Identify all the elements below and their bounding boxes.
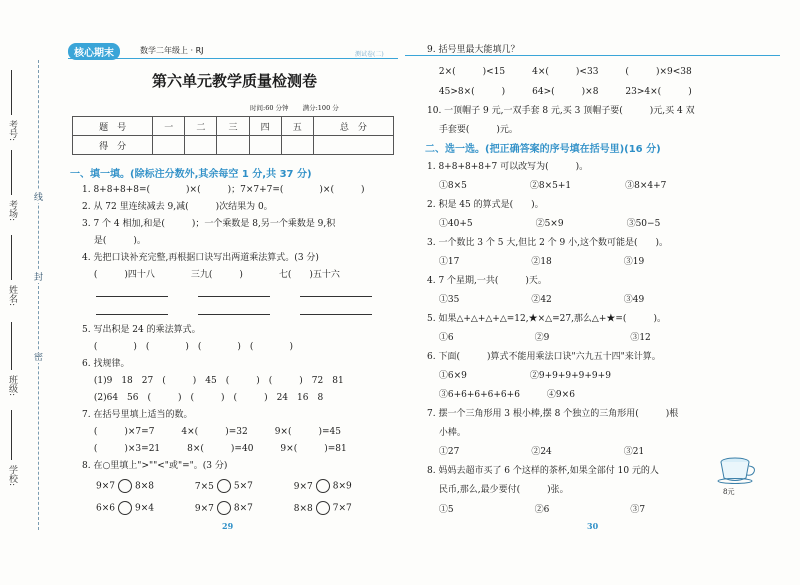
exam-meta [250, 103, 339, 112]
option-line: ①5 ②6 ③7 [427, 505, 646, 515]
expr: 9×7 [293, 481, 313, 492]
label-exam-no: 考号: [7, 120, 17, 142]
question-line: 1. 8+8+8+8+7 可以改写为( )。 [427, 162, 589, 172]
table-cell: 二 [185, 117, 217, 136]
brand-logo: 核心期末 [68, 43, 120, 60]
question-line: (1)9 18 27 ( ) 45 ( ) ( ) 72 81 [82, 376, 344, 386]
table-cell: 得 分 [73, 136, 153, 155]
question-line: 是( )。 [82, 236, 146, 246]
fill-line [11, 150, 12, 195]
question-line: 3. 7 个 4 相加,和是( )；一个乘数是 8,另一个乘数是 9,积 [82, 219, 336, 229]
grade-label: 数学二年级上 · RJ [140, 46, 204, 55]
cut-mark-1: 线 [32, 192, 42, 201]
question-line: ( )×7=7 4×( )=32 9×( )=45 [82, 427, 341, 437]
time-limit: 时间:60 分钟 [250, 104, 289, 112]
section-heading: 一、填一填。(除标注分数外,其余每空 1 分,共 37 分) [70, 169, 312, 180]
question-line: 9. 括号里最大能填几？ [427, 45, 520, 55]
fill-line [11, 322, 12, 370]
compare-circle[interactable] [316, 479, 330, 493]
table-cell: 五 [281, 117, 313, 136]
full-score: 满分:100 分 [302, 104, 339, 112]
question-line: 2. 从 72 里连续减去 9,减( )次结果为 0。 [82, 202, 273, 212]
score-input[interactable] [153, 136, 185, 155]
compare-circle[interactable] [316, 501, 330, 515]
question-line: 7. 在括号里填上适当的数。 [82, 410, 193, 420]
table-row [73, 117, 394, 136]
answer-line[interactable] [300, 296, 372, 297]
option-line: ①17 ②18 ③19 [427, 257, 645, 267]
answer-line[interactable] [198, 296, 270, 297]
question-line: 4. 7 个星期,一共( )天。 [427, 276, 547, 286]
question-line: 8. 妈妈去超市买了 6 个这样的茶杯,如果全部付 10 元的人 [427, 466, 659, 476]
question-line: 1. 8+8+8+8=( )×( )；7×7+7=( )×( ) [82, 185, 365, 195]
cut-mark-2: 封 [32, 272, 42, 281]
option-line: ①6×9 ②9+9+9+9+9+9 [427, 371, 611, 381]
question-line: 4. 先把口诀补充完整,再根据口诀写出两道乘法算式。(3 分) [82, 253, 319, 263]
expr: 5×7 [233, 481, 253, 492]
question-line: ( ) ( ) ( ) ( ) [82, 342, 293, 352]
score-table [72, 116, 394, 155]
table-cell: 总 分 [313, 117, 393, 136]
expr: 8×8 [293, 503, 313, 514]
cup-price: 8元 [723, 488, 735, 496]
label-school: 学校: [7, 465, 17, 487]
binding-gutter [0, 0, 62, 585]
option-line: ①27 ②24 ③21 [427, 447, 645, 457]
table-cell: 四 [249, 117, 281, 136]
compare-circle[interactable] [217, 501, 231, 515]
label-name: 姓名: [7, 285, 17, 307]
fill-line [11, 235, 12, 280]
expr: 9×4 [135, 503, 154, 514]
question-line: 3. 一个数比 3 个 5 大,但比 2 个 9 小,这个数可能是( )。 [427, 238, 668, 248]
table-cell: 一 [153, 117, 185, 136]
score-input[interactable] [281, 136, 313, 155]
question-line: 10. 一顶帽子 9 元,一双手套 8 元,买 3 顶帽子要( )元,买 4 双 [427, 106, 695, 116]
option-line: ①8×5 ②8×5+1 ③8×4+7 [427, 181, 667, 191]
option-line: ①6 ②9 ③12 [427, 333, 651, 343]
answer-line[interactable] [198, 314, 270, 315]
question-line: 8. 在○里填上">""<"或"="。(3 分) [82, 461, 228, 471]
expr: 8×9 [332, 481, 352, 492]
option-line: ①40+5 ②5×9 ③50−5 [427, 219, 661, 229]
score-input[interactable] [313, 136, 393, 155]
fill-line [11, 410, 12, 460]
label-class: 班级: [7, 375, 17, 397]
compare-circle[interactable] [118, 501, 132, 515]
header-rule [68, 58, 398, 59]
expr: 8×7 [233, 503, 253, 514]
question-line: ( )×3=21 8×( )=40 9×( )=81 [82, 444, 347, 454]
table-cell: 三 [217, 117, 249, 136]
cut-line [38, 60, 39, 530]
question-line: 2. 积是 45 的算式是( )。 [427, 200, 544, 210]
question-line: 7. 摆一个三角形用 3 根小棒,摆 8 个独立的三角形用( )根 [427, 409, 679, 419]
expr: 8×8 [135, 481, 154, 492]
expr: 6×6 [96, 503, 115, 514]
compare-circle[interactable] [118, 479, 132, 493]
expr: 7×7 [332, 503, 352, 514]
compare-row [96, 501, 352, 515]
question-line: ( )四十八 三九( ) 七( )五十六 [82, 270, 340, 280]
score-input[interactable] [249, 136, 281, 155]
header-rule [405, 55, 780, 56]
question-line: 手套要( )元。 [427, 125, 518, 135]
label-exam-room: 考场: [7, 200, 17, 222]
answer-line[interactable] [96, 296, 168, 297]
compare-circle[interactable] [217, 479, 231, 493]
answer-line[interactable] [96, 314, 168, 315]
score-input[interactable] [185, 136, 217, 155]
question-line: 民币,那么,最少要付( )张。 [427, 485, 569, 495]
question-line: 小棒。 [427, 428, 466, 438]
question-line: 2×( )<15 4×( )<33 ( )×9<38 [427, 67, 692, 77]
page-title: 第六单元教学质量检测卷 [151, 72, 317, 90]
question-line: 5. 写出积是 24 的乘法算式。 [82, 325, 201, 335]
expr: 9×7 [96, 481, 115, 492]
right-page [405, 0, 800, 585]
fill-line [11, 70, 12, 115]
cut-mark-3: 密 [32, 352, 42, 361]
question-line: 45>8×( ) 64>( )×8 23>4×( ) [427, 87, 692, 97]
compare-row [96, 479, 352, 493]
question-line: (2)64 56 ( ) ( ) ( ) 24 16 8 [82, 393, 324, 403]
option-line: ①35 ②42 ③49 [427, 295, 645, 305]
expr: 7×5 [194, 481, 214, 492]
question-line: 6. 下面( )算式不能用乘法口诀"六九五十四"来计算。 [427, 352, 661, 362]
page-number: 29 [222, 521, 234, 531]
score-input[interactable] [217, 136, 249, 155]
table-cell: 题 号 [73, 117, 153, 136]
series-tag: 测试卷(二) [355, 51, 384, 58]
expr: 9×7 [194, 503, 214, 514]
option-line: ③6+6+6+6+6+6 ④9×6 [427, 390, 575, 400]
page-number: 30 [587, 521, 599, 531]
answer-line[interactable] [300, 314, 372, 315]
table-row [73, 136, 394, 155]
question-line: 6. 找规律。 [82, 359, 130, 369]
section-heading: 二、选一选。(把正确答案的序号填在括号里)(16 分) [425, 144, 661, 155]
teacup-icon [717, 456, 757, 484]
question-line: 5. 如果△+△+△+△=12,★×△=27,那么△+★=( )。 [427, 314, 666, 324]
